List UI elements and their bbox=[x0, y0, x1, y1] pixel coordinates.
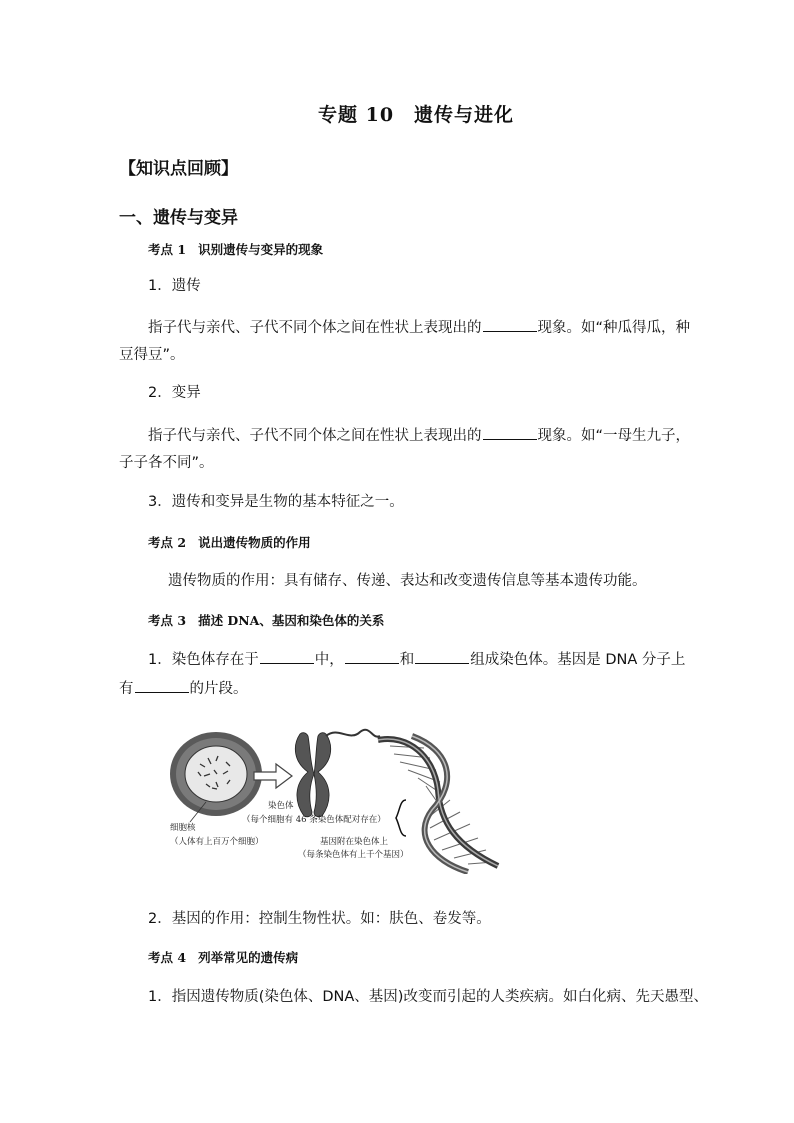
item-variation: 2．变异 bbox=[148, 385, 201, 401]
question-text: 有 bbox=[119, 681, 134, 697]
nucleus-illustration bbox=[170, 732, 262, 822]
fill-blank bbox=[483, 317, 537, 332]
chromosome-illustration bbox=[295, 733, 330, 817]
kaodian-2-body: 遗传物质的作用：具有储存、传递、表达和改变遗传信息等基本遗传功能。 bbox=[168, 573, 647, 589]
kaodian-title: 描述 DNA、基因和染色体的关系 bbox=[198, 613, 385, 628]
kaodian-3-question-line2 bbox=[119, 677, 248, 698]
question-text: 中， bbox=[314, 652, 344, 668]
kaodian-number: 考点 1 bbox=[148, 242, 187, 257]
heredity-def-text-1: 指子代与亲代、子代不同个体之间在性状上表现出的 bbox=[148, 320, 482, 336]
dna-chromosome-figure bbox=[168, 726, 500, 874]
variation-definition bbox=[148, 424, 690, 445]
variation-def-text-1: 指子代与亲代、子代不同个体之间在性状上表现出的 bbox=[148, 428, 482, 444]
question-text: 组成染色体。基因是 DNA 分子上 bbox=[470, 652, 686, 668]
kaodian-3-question bbox=[148, 648, 685, 669]
chromosome-sublabel: （每个细胞有 46 条染色体配对存在） bbox=[242, 815, 386, 825]
kaodian-number: 考点 4 bbox=[148, 950, 187, 965]
kaodian-title: 说出遗传物质的作用 bbox=[198, 535, 311, 550]
kaodian-3-item-2: 2．基因的作用：控制生物性状。如：肤色、卷发等。 bbox=[148, 911, 491, 927]
question-text: 的片段。 bbox=[189, 681, 248, 697]
fill-blank bbox=[345, 649, 399, 664]
gene-sublabel: （每条染色体有上千个基因） bbox=[298, 850, 409, 860]
item-heredity: 1．遗传 bbox=[148, 278, 201, 294]
fill-blank bbox=[260, 649, 314, 664]
kaodian-number: 考点 3 bbox=[148, 613, 187, 628]
kaodian-title: 列举常见的遗传病 bbox=[198, 950, 299, 965]
heredity-definition bbox=[148, 316, 690, 337]
nucleus-sublabel: （人体有上百万个细胞） bbox=[170, 837, 264, 847]
question-text: 和 bbox=[399, 652, 415, 668]
kaodian-1-heading bbox=[148, 240, 323, 258]
fill-blank bbox=[135, 678, 189, 693]
kaodian-number: 考点 2 bbox=[148, 535, 187, 550]
kaodian-title: 识别遗传与变异的现象 bbox=[198, 242, 324, 257]
item-3: 3．遗传和变异是生物的基本特征之一。 bbox=[148, 494, 404, 510]
variation-def-text-2: 现象。如“一母生九子， bbox=[537, 428, 691, 444]
heredity-definition-line2: 豆得豆”。 bbox=[119, 347, 185, 363]
fill-blank bbox=[483, 425, 537, 440]
gene-bracket bbox=[396, 800, 406, 836]
gene-label: 基因附在染色体上 bbox=[320, 837, 389, 847]
page-title: 专题 10 遗传与进化 bbox=[318, 104, 515, 126]
kaodian-2-heading bbox=[148, 533, 311, 551]
nucleus-label: 细胞核 bbox=[170, 823, 196, 833]
heredity-def-text-2: 现象。如“种瓜得瓜，种 bbox=[537, 320, 691, 336]
section-header: 【知识点回顾】 bbox=[119, 159, 238, 179]
question-text: 1．染色体存在于 bbox=[148, 652, 259, 668]
kaodian-3-heading bbox=[148, 611, 384, 629]
kaodian-4-item-1: 1．指因遗传物质(染色体、DNA、基因)改变而引起的人类疾病。如白化病、先天愚型、 bbox=[148, 989, 708, 1005]
chromatin-thread bbox=[326, 730, 380, 737]
kaodian-4-heading bbox=[148, 948, 298, 966]
fill-blank bbox=[415, 649, 469, 664]
variation-definition-line2: 子子各不同”。 bbox=[119, 455, 214, 471]
section-heading-heredity-variation: 一、遗传与变异 bbox=[119, 208, 238, 228]
chromosome-label: 染色体 bbox=[268, 801, 294, 811]
